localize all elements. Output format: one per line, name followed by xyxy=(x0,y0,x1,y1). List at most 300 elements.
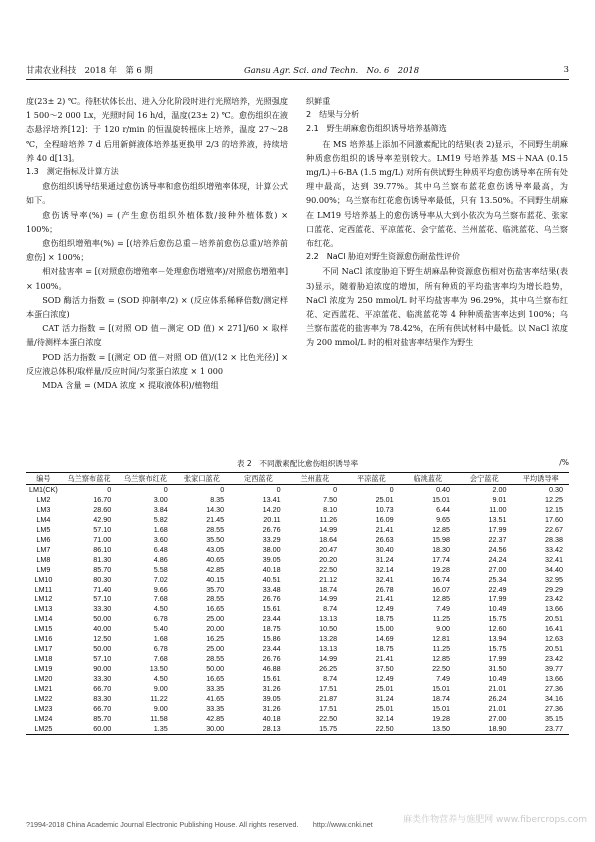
table-cell: 26.76 xyxy=(262,654,281,664)
table-cell: 5.40 xyxy=(153,624,168,634)
table-cell: 33.48 xyxy=(262,584,281,594)
table-cell: 10.49 xyxy=(488,674,507,684)
watermark-text: 麻类作物营养与施肥网 www.fibercrops.com xyxy=(403,815,587,825)
table-cell: 35.50 xyxy=(206,534,225,544)
table-cell: 4.50 xyxy=(153,604,168,614)
table-cell: 1.68 xyxy=(153,634,168,644)
table-cell: 23.77 xyxy=(545,723,563,733)
table-row xyxy=(26,664,569,674)
table-cell: 31.26 xyxy=(262,703,281,713)
table-cell: 12.81 xyxy=(432,634,451,644)
table-cell: 12.49 xyxy=(375,674,394,684)
table-row xyxy=(26,724,569,734)
table-cell: 13.50 xyxy=(432,723,451,733)
right-column xyxy=(306,94,568,350)
table-cell: 81.30 xyxy=(93,554,112,564)
table-cell: 21.01 xyxy=(488,703,507,713)
table-cell: 16.65 xyxy=(206,604,225,614)
page-number: 3 xyxy=(563,64,569,74)
table-title: 表 2 不同激素配比愈伤组织诱导率 xyxy=(236,459,359,468)
table-cell: 16.25 xyxy=(206,634,225,644)
table-cell: 60.00 xyxy=(93,723,112,733)
row-id-cell: LM4 xyxy=(36,514,51,524)
table-cell: 34.16 xyxy=(545,694,563,704)
table-cell: 8.10 xyxy=(323,504,338,514)
table-cell: 71.00 xyxy=(93,534,112,544)
table-cell: 11.25 xyxy=(432,614,451,624)
table-cell: 6.48 xyxy=(153,544,168,554)
row-id-cell: LM1(CK) xyxy=(29,485,58,494)
table-cell: 27.36 xyxy=(545,703,563,713)
paragraph: POD 活力指数 = [(测定 OD 值－对照 OD 值)/(12 × 比色光径)] × 反应液总体积/取样量/反应时间/匀浆蛋白浓度 × 1 000 xyxy=(26,351,288,376)
table-cell: 18.74 xyxy=(319,584,338,594)
table-cell: 12.63 xyxy=(545,634,563,644)
table-cell: 31.24 xyxy=(375,694,394,704)
table-cell: 17.60 xyxy=(545,514,563,524)
table-cell: 23.42 xyxy=(545,654,563,664)
table-cell: 18.90 xyxy=(488,723,507,733)
table-cell: 7.02 xyxy=(153,574,168,584)
table-cell: 21.41 xyxy=(375,594,394,604)
table-cell: 7.68 xyxy=(153,594,168,604)
table-cell: 13.51 xyxy=(488,514,507,524)
table-cell: 15.01 xyxy=(432,494,451,504)
table-row xyxy=(26,515,569,525)
table-cell: 19.28 xyxy=(432,713,451,723)
table-cell: 50.00 xyxy=(206,664,225,674)
table-cell: 46.88 xyxy=(262,664,281,674)
table-cell: 31.50 xyxy=(488,664,507,674)
table-cell: 4.86 xyxy=(153,554,168,564)
table-cell: 21.87 xyxy=(319,694,338,704)
table-cell: 12.15 xyxy=(545,504,563,514)
table-row xyxy=(26,604,569,614)
table-cell: 34.40 xyxy=(545,564,563,574)
table-cell: 7.68 xyxy=(153,654,168,664)
table-cell: 23.42 xyxy=(545,594,563,604)
table-cell: 9.00 xyxy=(436,624,451,634)
table-row xyxy=(26,594,569,604)
paragraph: 不同 NaCl 浓度胁迫下野生胡麻品种资源愈伤相对伤盐害率结果(表 3)显示，随着胁迫浓度的增加，所有种质的平均盐害率均为增长趋势，NaCl 浓度为 250 mmol/L 时平均盐害率为 96.29%，其中乌兰察布红花、定西蓝花、平凉蓝花、临洮蓝花等 4 种种质盐害率达到 100%；乌兰察布蓝花的盐害率为 78.42%，在所有供试材料中最低。以 NaCl 浓度为 200 mmol/L 时的相对盐害率结果作为野生 xyxy=(306,266,568,348)
table-cell: 0 xyxy=(389,485,394,494)
table-cell: 13.41 xyxy=(262,494,281,504)
table-cell: 28.55 xyxy=(206,594,225,604)
paragraph: SOD 酶活力指数 = (SOD 抑制率/2) × (反应体系稀释倍数/测定样本蛋白浓度) xyxy=(26,294,288,320)
paragraph: 在 MS 培养基上添加不同激素配比的结果(表 2)显示，不同野生胡麻种质愈伤组织的诱导率差别较大。LM19 号培养基 MS＋NAA (0.15 mg/L)＋6-BA (1.5 mg/L) 对所有供试野生种质平均愈伤诱导率在所有处理中最高，达到 39.77%。其中乌兰察布蓝花愈伤诱导率最高，为 90.00%；乌兰察布红花愈伤诱导率最低，只有 13.50%。不同野生胡麻在 LM19 号培养基上的愈伤诱导率从大到小依次为乌兰察布蓝花、张家口蓝花、定西蓝花、平凉蓝花、会宁蓝花、兰州蓝花、临洮蓝花、乌兰察布红花。 xyxy=(306,138,568,249)
table-cell: 17.74 xyxy=(432,554,451,564)
table-cell: 32.95 xyxy=(545,574,563,584)
table-cell: 90.00 xyxy=(93,664,112,674)
table-cell: 15.00 xyxy=(375,624,394,634)
table-cell: 15.01 xyxy=(432,684,451,694)
table-cell: 50.00 xyxy=(93,644,112,654)
row-id-cell: LM14 xyxy=(34,614,53,624)
table-cell: 27.00 xyxy=(488,713,507,723)
table-cell: 12.60 xyxy=(488,624,507,634)
table-cell: 26.76 xyxy=(262,594,281,604)
table-cell: 83.30 xyxy=(93,694,112,704)
column-header: 平凉蓝花 xyxy=(356,474,386,483)
left-column xyxy=(26,94,288,392)
paragraph: 度(23± 2) ℃。待胚状体长出、进入分化阶段时进行光照培养，光照强度 1 500～2 000 Lx，光照时间 16 h/d，温度(23± 2) ℃。愈伤组织在液态悬浮培养[12]：于 120 r/min 的恒温旋转摇床上培养，温度 27～28 ℃，全程暗培养 7 d 后用新鲜液体培养基更换甲 2/3 的培养液，持续培养 40 d[13]。 xyxy=(26,96,288,163)
table-cell: 28.55 xyxy=(206,524,225,534)
table-cell: 18.64 xyxy=(319,534,338,544)
table-cell: 25.34 xyxy=(488,574,507,584)
table-cell: 22.50 xyxy=(319,713,338,723)
table-cell: 26.25 xyxy=(319,664,338,674)
table-cell: 28.55 xyxy=(206,654,225,664)
table-cell: 33.30 xyxy=(93,674,112,684)
row-id-cell: LM6 xyxy=(36,534,51,544)
row-id-cell: LM12 xyxy=(34,594,53,604)
table-cell: 31.26 xyxy=(262,684,281,694)
table-cell: 0.40 xyxy=(436,485,451,494)
table-row xyxy=(26,644,569,654)
table-cell: 6.78 xyxy=(153,644,168,654)
table-cell: 40.15 xyxy=(206,574,225,584)
paragraph: CAT 活力指数 = [(对照 OD 值－测定 OD 值) × 271]/60 × 取样量/待测样本蛋白浓度 xyxy=(26,323,288,348)
column-header: 编号 xyxy=(36,474,51,483)
row-id-cell: LM17 xyxy=(34,644,53,654)
table-row xyxy=(26,614,569,624)
table-cell: 15.01 xyxy=(432,703,451,713)
paragraph: MDA 含量 = (MDA 浓度 × 提取液体积)/植物组 xyxy=(42,380,219,391)
table-cell: 42.90 xyxy=(93,514,112,524)
table-row xyxy=(26,575,569,585)
table-cell: 16.07 xyxy=(432,584,451,594)
row-id-cell: LM19 xyxy=(34,664,53,674)
table-cell: 22.67 xyxy=(545,524,563,534)
table-cell: 20.11 xyxy=(263,514,281,524)
table-cell: 31.24 xyxy=(375,554,394,564)
table-cell: 14.20 xyxy=(262,504,281,514)
table-cell: 17.99 xyxy=(488,654,507,664)
table-cell: 71.40 xyxy=(93,584,112,594)
table-cell: 10.49 xyxy=(488,604,507,614)
table-cell: 27.00 xyxy=(488,564,507,574)
table-cell: 11.22 xyxy=(150,694,168,704)
table-cell: 11.25 xyxy=(432,644,451,654)
table-cell: 41.65 xyxy=(206,694,225,704)
table-cell: 33.35 xyxy=(206,684,225,694)
column-header: 平均诱导率 xyxy=(522,474,559,483)
table-cell: 9.66 xyxy=(153,584,168,594)
table-cell: 33.35 xyxy=(206,703,225,713)
paragraph: 相对盐害率 = [(对照愈伤增殖率－处理愈伤增殖率)/对照愈伤增殖率] × 100%。 xyxy=(26,266,289,291)
table-cell: 39.77 xyxy=(545,664,563,674)
row-id-cell: LM7 xyxy=(36,544,51,554)
row-id-cell: LM10 xyxy=(34,574,53,584)
table-row xyxy=(26,495,569,505)
table-cell: 2.00 xyxy=(492,485,507,494)
table-cell: 7.49 xyxy=(436,674,451,684)
table-cell: 39.05 xyxy=(262,554,281,564)
table-cell: 13.66 xyxy=(545,674,563,684)
table-cell: 40.65 xyxy=(206,554,225,564)
copyright-footer: ?1994-2018 China Academic Journal Electronic Publishing House. All rights reserved. http://www.cnki.net xyxy=(26,820,373,829)
table-cell: 17.51 xyxy=(319,703,338,713)
table-cell: 25.01 xyxy=(375,494,394,504)
table-2 xyxy=(26,458,569,735)
row-id-cell: LM24 xyxy=(34,713,53,723)
table-cell: 18.75 xyxy=(375,644,394,654)
table-cell: 26.63 xyxy=(375,534,394,544)
table-cell: 50.00 xyxy=(93,614,112,624)
table-cell: 21.12 xyxy=(319,574,338,584)
table-cell: 4.50 xyxy=(153,674,168,684)
table-cell: 26.24 xyxy=(488,694,507,704)
table-cell: 20.47 xyxy=(319,544,338,554)
table-cell: 5.82 xyxy=(153,514,168,524)
table-cell: 16.70 xyxy=(93,494,112,504)
row-id-cell: LM11 xyxy=(34,584,53,594)
table-unit: /% xyxy=(559,458,569,467)
table-row xyxy=(26,485,569,495)
table-cell: 32.41 xyxy=(375,574,394,584)
table-cell: 32.41 xyxy=(545,554,563,564)
paragraph: 织鲜重 xyxy=(306,96,331,106)
table-cell: 25.00 xyxy=(206,644,225,654)
table-cell: 15.98 xyxy=(432,534,451,544)
row-id-cell: LM3 xyxy=(36,504,51,514)
table-cell: 30.40 xyxy=(375,544,394,554)
table-cell: 57.10 xyxy=(93,594,112,604)
table-cell: 27.36 xyxy=(545,684,563,694)
table-cell: 38.00 xyxy=(262,544,281,554)
row-id-cell: LM9 xyxy=(36,564,51,574)
table-cell: 17.99 xyxy=(488,524,507,534)
table-cell: 17.51 xyxy=(319,684,338,694)
table-cell: 12.49 xyxy=(375,604,394,614)
table-cell: 19.28 xyxy=(432,564,451,574)
table-header-row xyxy=(26,473,569,485)
table-cell: 8.35 xyxy=(210,494,225,504)
table-cell: 22.50 xyxy=(432,664,451,674)
row-id-cell: LM8 xyxy=(36,554,51,564)
column-header: 兰州蓝花 xyxy=(300,474,330,483)
table-cell: 22.37 xyxy=(488,534,507,544)
table-cell: 9.00 xyxy=(153,684,168,694)
table-cell: 66.70 xyxy=(93,703,112,713)
table-cell: 40.51 xyxy=(262,574,281,584)
table-cell: 14.99 xyxy=(319,524,338,534)
table-cell: 10.73 xyxy=(375,504,394,514)
table-cell: 13.94 xyxy=(488,634,507,644)
table-cell: 18.75 xyxy=(375,614,394,624)
data-table xyxy=(26,472,569,735)
table-cell: 0 xyxy=(163,485,168,494)
table-cell: 13.50 xyxy=(149,664,168,674)
table-caption xyxy=(26,458,569,472)
table-cell: 12.85 xyxy=(432,654,451,664)
row-id-cell: LM5 xyxy=(36,524,51,534)
row-id-cell: LM21 xyxy=(34,684,53,694)
table-cell: 0 xyxy=(333,485,338,494)
column-header: 乌兰察布蓝花 xyxy=(67,474,111,483)
table-cell: 25.00 xyxy=(206,614,225,624)
table-cell: 7.50 xyxy=(323,494,338,504)
table-cell: 15.75 xyxy=(488,614,507,624)
table-cell: 3.60 xyxy=(153,534,168,544)
table-row xyxy=(26,634,569,644)
table-cell: 7.49 xyxy=(436,604,451,614)
table-cell: 21.01 xyxy=(488,684,507,694)
table-cell: 42.85 xyxy=(206,713,225,723)
table-cell: 22.50 xyxy=(375,723,394,733)
table-cell: 40.18 xyxy=(262,564,281,574)
table-row xyxy=(26,674,569,684)
table-cell: 86.10 xyxy=(93,544,112,554)
table-cell: 13.13 xyxy=(319,614,338,624)
table-cell: 0 xyxy=(107,485,112,494)
table-cell: 10.50 xyxy=(319,624,338,634)
table-cell: 8.74 xyxy=(323,674,338,684)
table-cell: 14.69 xyxy=(375,634,394,644)
table-cell: 15.61 xyxy=(262,604,281,614)
table-row xyxy=(26,505,569,515)
table-row xyxy=(26,704,569,714)
section-heading: 2 结果与分析 xyxy=(306,110,360,120)
table-cell: 12.50 xyxy=(93,634,112,644)
table-cell: 21.41 xyxy=(375,654,394,664)
table-body xyxy=(26,485,569,735)
row-id-cell: LM25 xyxy=(34,723,53,733)
row-id-cell: LM16 xyxy=(34,634,53,644)
table-cell: 12.85 xyxy=(432,524,451,534)
table-cell: 8.74 xyxy=(323,604,338,614)
table-cell: 12.25 xyxy=(545,494,563,504)
paragraph: 愈伤组织诱导结果通过愈伤诱导率和愈伤组织增殖率体现，计算公式如下。 xyxy=(26,181,288,206)
table-cell: 15.61 xyxy=(262,674,281,684)
table-cell: 9.00 xyxy=(153,703,168,713)
table-cell: 1.35 xyxy=(153,723,168,733)
table-cell: 18.74 xyxy=(432,694,451,704)
column-header: 会宁蓝花 xyxy=(469,474,499,483)
column-header: 乌兰察布红花 xyxy=(123,474,168,483)
table-cell: 39.05 xyxy=(262,694,281,704)
table-cell: 9.01 xyxy=(492,494,507,504)
table-cell: 23.44 xyxy=(262,614,281,624)
table-cell: 18.30 xyxy=(432,544,451,554)
table-cell: 29.29 xyxy=(545,584,563,594)
table-cell: 16.41 xyxy=(545,624,563,634)
paragraph: 愈伤诱导率(%) = (产生愈伤组织外植体数/接种外植体数) × 100%； xyxy=(26,209,288,234)
table-cell: 13.28 xyxy=(319,634,338,644)
journal-title-en: Gansu Agr. Sci. and Techn. No. 6 2018 xyxy=(244,65,420,75)
row-id-cell: LM18 xyxy=(34,654,53,664)
table-cell: 14.99 xyxy=(319,654,338,664)
table-cell: 6.78 xyxy=(153,614,168,624)
table-cell: 85.70 xyxy=(93,564,112,574)
table-row xyxy=(26,585,569,595)
table-row xyxy=(26,525,569,535)
table-cell: 42.85 xyxy=(206,564,225,574)
table-cell: 3.84 xyxy=(153,504,168,514)
table-cell: 14.30 xyxy=(206,504,225,514)
table-cell: 22.49 xyxy=(488,584,507,594)
table-row xyxy=(26,654,569,664)
table-cell: 32.14 xyxy=(375,564,394,574)
table-cell: 13.13 xyxy=(319,644,338,654)
section-heading: 2.1 野生胡麻愈伤组织诱导培养基筛选 xyxy=(306,124,447,134)
table-cell: 28.13 xyxy=(262,723,281,733)
table-cell: 12.85 xyxy=(432,594,451,604)
table-cell: 21.45 xyxy=(206,514,225,524)
column-header: 定西蓝花 xyxy=(244,474,273,483)
section-heading: 2.2 NaCl 胁迫对野生资源愈伤耐盐性评价 xyxy=(306,252,460,262)
table-cell: 30.00 xyxy=(206,723,225,733)
table-cell: 17.99 xyxy=(488,594,507,604)
table-cell: 40.00 xyxy=(93,624,112,634)
table-cell: 15.75 xyxy=(319,723,338,733)
row-id-cell: LM13 xyxy=(34,604,53,614)
table-cell: 43.05 xyxy=(206,544,225,554)
table-cell: 32.14 xyxy=(375,713,394,723)
table-cell: 11.00 xyxy=(489,504,507,514)
table-cell: 14.99 xyxy=(319,594,338,604)
table-row xyxy=(26,535,569,545)
table-cell: 20.00 xyxy=(206,624,225,634)
table-cell: 16.74 xyxy=(432,574,451,584)
table-cell: 15.86 xyxy=(262,634,281,644)
table-cell: 33.42 xyxy=(545,544,563,554)
table-cell: 13.66 xyxy=(545,604,563,614)
table-cell: 5.58 xyxy=(153,564,168,574)
column-header: 张家口蓝花 xyxy=(183,474,220,483)
table-row xyxy=(26,714,569,724)
table-row xyxy=(26,545,569,555)
table-cell: 57.10 xyxy=(93,654,112,664)
table-cell: 40.18 xyxy=(262,713,281,723)
table-cell: 33.30 xyxy=(93,604,112,614)
row-id-cell: LM23 xyxy=(34,703,53,713)
row-id-cell: LM20 xyxy=(34,674,53,684)
table-cell: 18.75 xyxy=(262,624,281,634)
table-cell: 26.76 xyxy=(262,524,281,534)
table-cell: 15.75 xyxy=(488,644,507,654)
table-cell: 80.30 xyxy=(93,574,112,584)
table-cell: 35.15 xyxy=(545,713,563,723)
row-id-cell: LM22 xyxy=(34,694,53,704)
running-header xyxy=(26,64,569,78)
section-heading: 1.3 测定指标及计算方法 xyxy=(26,167,119,177)
table-cell: 37.50 xyxy=(375,664,394,674)
table-cell: 20.51 xyxy=(545,614,563,624)
table-cell: 28.38 xyxy=(545,534,563,544)
table-row xyxy=(26,555,569,565)
table-cell: 0.30 xyxy=(549,485,563,494)
table-cell: 24.56 xyxy=(488,544,507,554)
table-cell: 1.68 xyxy=(153,524,168,534)
table-row xyxy=(26,694,569,704)
table-cell: 25.01 xyxy=(375,684,394,694)
table-cell: 11.26 xyxy=(319,514,338,524)
paragraph: 愈伤组织增殖率(%) = [(培养后愈伤总重－培养前愈伤总重)/培养前愈伤] × 100%； xyxy=(26,238,288,263)
table-cell: 0 xyxy=(276,485,281,494)
table-cell: 66.70 xyxy=(93,684,112,694)
table-cell: 24.24 xyxy=(488,554,507,564)
table-row xyxy=(26,565,569,575)
table-cell: 35.70 xyxy=(206,584,225,594)
table-cell: 16.65 xyxy=(206,674,225,684)
table-cell: 3.00 xyxy=(153,494,168,504)
table-cell: 20.51 xyxy=(545,644,563,654)
table-cell: 22.50 xyxy=(319,564,338,574)
table-cell: 9.65 xyxy=(436,514,451,524)
journal-title-cn: 甘肃农业科技 2018 年 第 6 期 xyxy=(26,65,153,75)
table-row xyxy=(26,624,569,634)
row-id-cell: LM2 xyxy=(36,494,51,504)
